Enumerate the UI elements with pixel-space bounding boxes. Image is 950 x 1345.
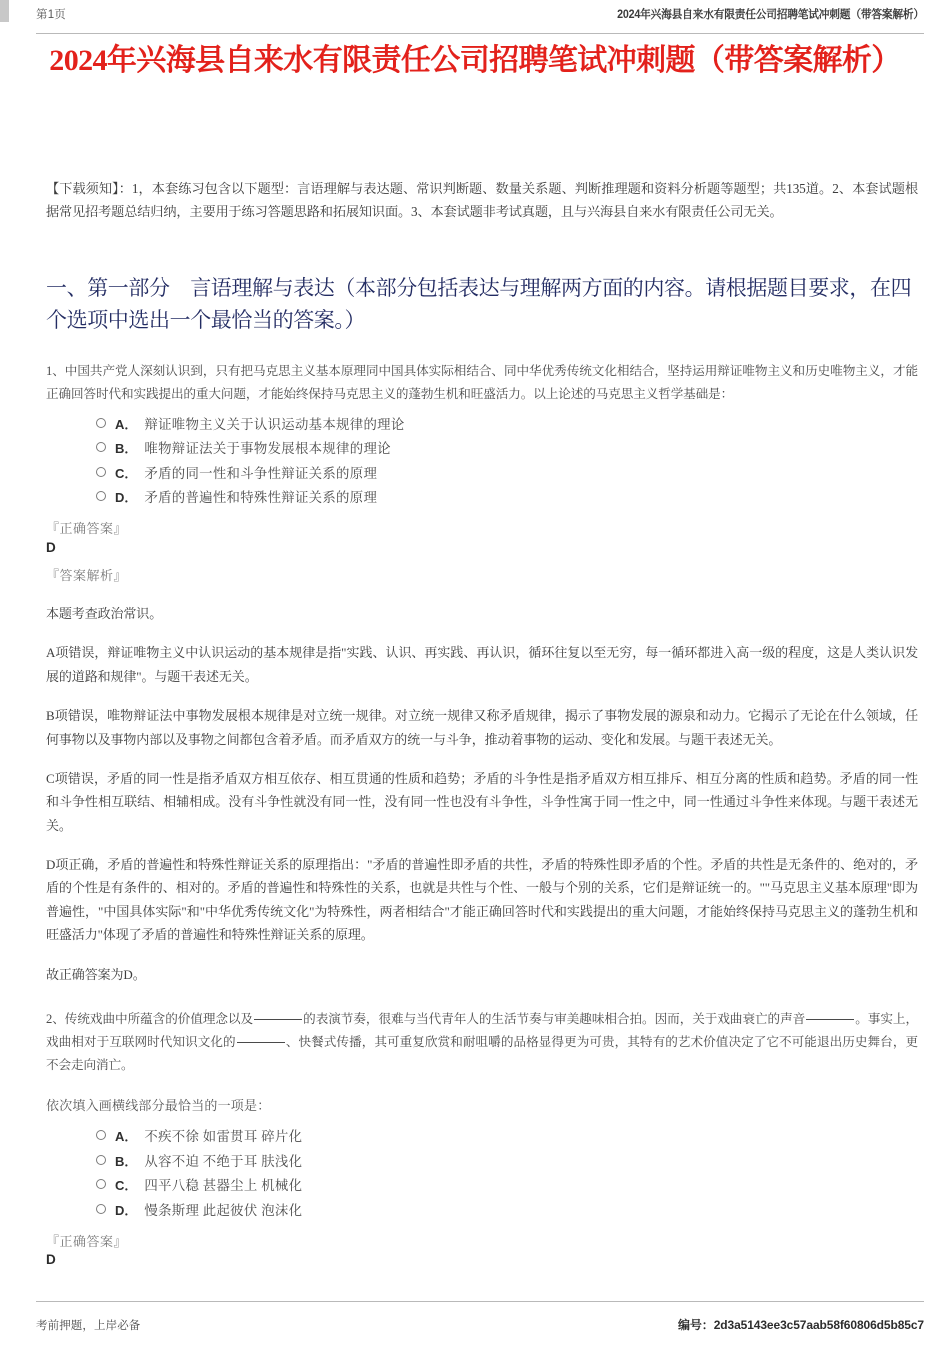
section-heading-part-one: 一、第一部分 言语理解与表达（本部分包括表达与理解两方面的内容。请根据题目要求，在四个选项中选出一个最恰当的答案。）	[46, 276, 912, 332]
page-footer	[36, 1301, 924, 1333]
running-title: 2024年兴海县自来水有限责任公司招聘笔试冲刺题（带答案解析）	[617, 9, 924, 21]
radio-icon[interactable]	[96, 1204, 106, 1214]
option-letter: A．	[115, 1129, 138, 1145]
analysis-option-a: A项错误，辩证唯物主义中认识运动的基本规律是指"实践、认识、再实践、再认识，循环往复以至无穷，每一循环都进入高一级的程度，这是人类认识发展的道路和规律"。与题干表述无关。	[46, 645, 918, 684]
option-letter: B．	[115, 1153, 138, 1169]
option-text: 慢条斯理 此起彼伏 泡沫化	[144, 1202, 303, 1218]
serial-value: 2d3a5143ee3c57aab58f60806d5b85c7	[713, 1318, 924, 1332]
option-c[interactable]	[46, 1174, 918, 1198]
analysis-option-d: D项正确，矛盾的普遍性和特殊性辩证关系的原理指出："矛盾的普遍性即矛盾的共性，矛盾的特殊性即矛盾的个性。矛盾的共性是无条件的、绝对的，矛盾的个性是有条件的、相对的。矛盾的普遍性和特殊性的关系，也就是共性与个性、一般与个别的关系，它们是辩证统一的。""马克思主义基本原理"即为普遍性，"中国具体实际"和"中华优秀传统文化"为特殊性，两者相结合"才能正确回答时代和实践提出的重大问题，才能始终保持马克思主义的蓬勃生机和旺盛活力"体现了矛盾的普遍性和特殊性辩证关系的原理。	[46, 857, 918, 943]
serial-label: 编号：	[677, 1318, 714, 1332]
option-a[interactable]	[46, 1125, 918, 1149]
blank-field-1[interactable]	[254, 1019, 302, 1020]
analysis-conclusion: 故正确答案为D。	[46, 966, 146, 982]
option-letter: B．	[115, 441, 138, 457]
question-2	[46, 1008, 918, 1270]
question-1-options	[46, 412, 918, 510]
footer-serial	[678, 1316, 924, 1333]
document-title: 2024年兴海县自来水有限责任公司招聘笔试冲刺题（带答案解析）	[49, 44, 901, 77]
option-text: 辩证唯物主义关于认识运动基本规律的理论	[144, 416, 405, 432]
blank-field-3[interactable]	[237, 1042, 285, 1043]
option-letter: C．	[115, 465, 138, 481]
option-text: 矛盾的普遍性和特殊性辩证关系的原理	[144, 490, 378, 506]
analysis-intro: 本题考查政治常识。	[46, 605, 163, 621]
question-2-stem-seg-1: 2、传统戏曲中所蕴含的价值理念以及	[46, 1012, 254, 1027]
analysis-option-b: B项错误，唯物辩证法中事物发展根本规律是对立统一规律。对立统一规律又称矛盾规律，揭示了事物发展的源泉和动力。它揭示了无论在什么领域，任何事物以及事物内部以及事物之间都包含着矛盾。而矛盾双方的统一与斗争，推动着事物的运动、变化和发展。与题干表述无关。	[46, 708, 918, 747]
blank-field-2[interactable]	[806, 1019, 854, 1020]
question-1-answer-label: 『正确答案』	[46, 521, 128, 537]
question-1-stem: 1、中国共产党人深刻认识到，只有把马克思主义基本原理同中国具体实际相结合、同中华优秀传统文化相结合，坚持运用辩证唯物主义和历史唯物主义，才能正确回答时代和实践提出的重大问题，才能始终保持马克思主义的蓬勃生机和旺盛活力。以上论述的马克思主义哲学基础是：	[46, 364, 918, 402]
radio-icon[interactable]	[96, 1179, 106, 1189]
option-letter: D．	[115, 490, 138, 506]
question-2-stem-seg-4: 、快餐式传播，其可重复欣赏和耐咀嚼的品格显得更为可贵，其特有的艺术价值决定了它不可能退出历史舞台，更不会走向消亡。	[46, 1034, 918, 1072]
analysis-option-c: C项错误，矛盾的同一性是指矛盾双方相互依存、相互贯通的性质和趋势；矛盾的斗争性是指矛盾双方相互排斥、相互分离的性质和趋势。矛盾的同一性和斗争性相互联结、相辅相成。没有斗争性就没有同一性，没有同一性也没有斗争性，斗争性寓于同一性之中，同一性通过斗争性来体现。与题干表述无关。	[46, 770, 918, 833]
document-body	[46, 178, 918, 1272]
option-text: 唯物辩证法关于事物发展根本规律的理论	[144, 441, 391, 457]
radio-icon[interactable]	[96, 1130, 106, 1140]
footer-slogan: 考前押题，上岸必备	[36, 1320, 141, 1332]
radio-icon[interactable]	[96, 467, 106, 477]
option-text: 矛盾的同一性和斗争性辩证关系的原理	[144, 465, 378, 481]
question-2-stem	[46, 1008, 918, 1077]
page-indicator: 第1页	[36, 9, 66, 21]
radio-icon[interactable]	[96, 491, 106, 501]
option-letter: D．	[115, 1202, 138, 1218]
question-1-analysis-label: 『答案解析』	[46, 568, 128, 584]
option-letter: A．	[115, 416, 138, 432]
option-text: 不疾不徐 如雷贯耳 碎片化	[144, 1129, 303, 1145]
option-a[interactable]	[46, 412, 918, 436]
radio-icon[interactable]	[96, 418, 106, 428]
option-d[interactable]	[46, 1198, 918, 1222]
question-2-prompt: 依次填入画横线部分最恰当的一项是：	[46, 1097, 271, 1113]
radio-icon[interactable]	[96, 1155, 106, 1165]
question-2-answer-value: D	[46, 1252, 56, 1268]
question-2-stem-seg-3: 。事实上，戏曲相对于互联网时代知识文化的	[46, 1012, 918, 1049]
page-edge-marker	[0, 0, 9, 22]
option-letter: C．	[115, 1178, 138, 1194]
radio-icon[interactable]	[96, 442, 106, 452]
question-1-answer-value: D	[46, 539, 56, 555]
option-b[interactable]	[46, 1149, 918, 1173]
option-c[interactable]	[46, 461, 918, 485]
option-b[interactable]	[46, 437, 918, 461]
question-2-answer-label: 『正确答案』	[46, 1233, 128, 1249]
page-header	[36, 6, 924, 34]
question-2-options	[46, 1125, 918, 1223]
question-1	[46, 360, 918, 986]
download-notice: 【下载须知】：1，本套练习包含以下题型：言语理解与表达题、常识判断题、数量关系题、判断推理题和资料分析题等题型；共135道。2、本套试题根据常见招考题总结归纳，主要用于练习答题思路和拓展知识面。3、本套试题非考试真题，且与兴海县自来水有限责任公司无关。	[46, 181, 918, 219]
option-d[interactable]	[46, 486, 918, 510]
option-text: 从容不迫 不绝于耳 肤浅化	[144, 1153, 303, 1169]
question-2-stem-seg-2: 的表演节奏，很难与当代青年人的生活节奏与审美趣味相合拍。因而，关于戏曲衰亡的声音	[303, 1012, 806, 1027]
option-text: 四平八稳 甚器尘上 机械化	[144, 1178, 303, 1194]
